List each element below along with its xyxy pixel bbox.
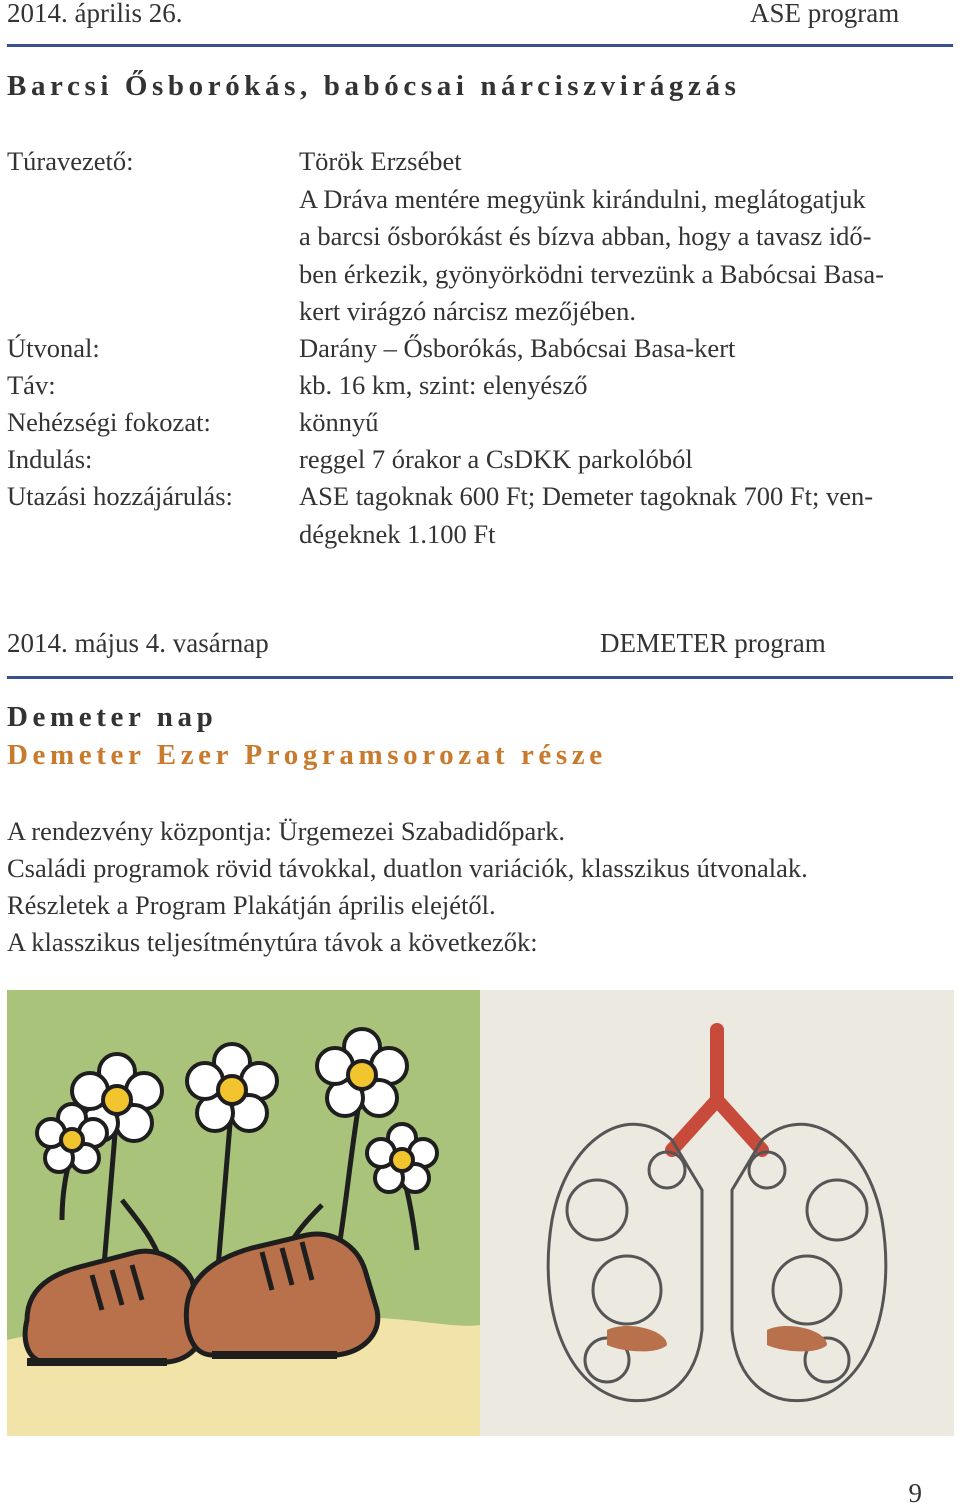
- section-title: Demeter nap: [7, 701, 218, 733]
- info-line: ASE tagoknak 600 Ft; Demeter tagoknak 700 Ft; ven-: [299, 481, 874, 511]
- info-line: kert virágzó nárcisz mezőjében.: [299, 296, 636, 326]
- info-value: [299, 143, 959, 331]
- info-line: Darány – Ősborókás, Babócsai Basa-kert: [299, 333, 736, 363]
- info-line: reggel 7 órakor a CsDKK parkolóból: [299, 444, 693, 474]
- info-value: [299, 441, 959, 479]
- info-line: könnyű: [299, 407, 379, 437]
- section-subtitle: Demeter Ezer Programsorozat része: [7, 739, 607, 771]
- info-value: [299, 330, 959, 368]
- info-label: Nehézségi fokozat:: [7, 407, 211, 437]
- illustration: [7, 990, 954, 1436]
- info-label: Túravezető:: [7, 146, 134, 176]
- info-line: A Dráva mentére megyünk kirándulni, meglátogatjuk: [299, 183, 866, 214]
- info-label: Indulás:: [7, 444, 93, 474]
- header-rule: [7, 44, 953, 47]
- paragraph: A rendezvény központja: Ürgemezei Szabadidőpark.: [7, 816, 566, 846]
- section-title: Barcsi Ősborókás, babócsai nárciszvirágzás: [7, 70, 741, 102]
- info-label: Utazási hozzájárulás:: [7, 481, 233, 511]
- header-rule: [7, 676, 953, 679]
- info-value: [299, 478, 959, 553]
- info-value: [299, 404, 959, 442]
- info-value: [299, 367, 959, 405]
- info-label: Útvonal:: [7, 333, 100, 363]
- lungs-bicycle-image: [480, 990, 954, 1436]
- paragraph: Családi programok rövid távokkal, duatlon variációk, klasszikus útvonalak.: [7, 853, 808, 883]
- event-date: 2014. április 26.: [7, 0, 183, 28]
- paragraph: A klasszikus teljesítménytúra távok a következők:: [7, 927, 538, 957]
- info-line: dégeknek 1.100 Ft: [299, 518, 496, 549]
- info-line: ben érkezik, gyönyörködni tervezünk a Babócsai Basa-: [299, 258, 885, 289]
- info-line: Török Erzsébet: [299, 146, 462, 176]
- program-label: DEMETER program: [600, 628, 826, 658]
- info-line: kb. 16 km, szint: elenyésző: [299, 370, 588, 400]
- boots-flowers-image: [7, 990, 480, 1436]
- info-line: a barcsi ősborókást és bízva abban, hogy a tavasz idő-: [299, 221, 872, 251]
- info-label: Táv:: [7, 370, 56, 400]
- page-number: 9: [908, 1478, 922, 1508]
- event-date: 2014. május 4. vasárnap: [7, 628, 269, 658]
- program-label: ASE program: [750, 0, 900, 28]
- paragraph: Részletek a Program Plakátján április elejétől.: [7, 890, 496, 920]
